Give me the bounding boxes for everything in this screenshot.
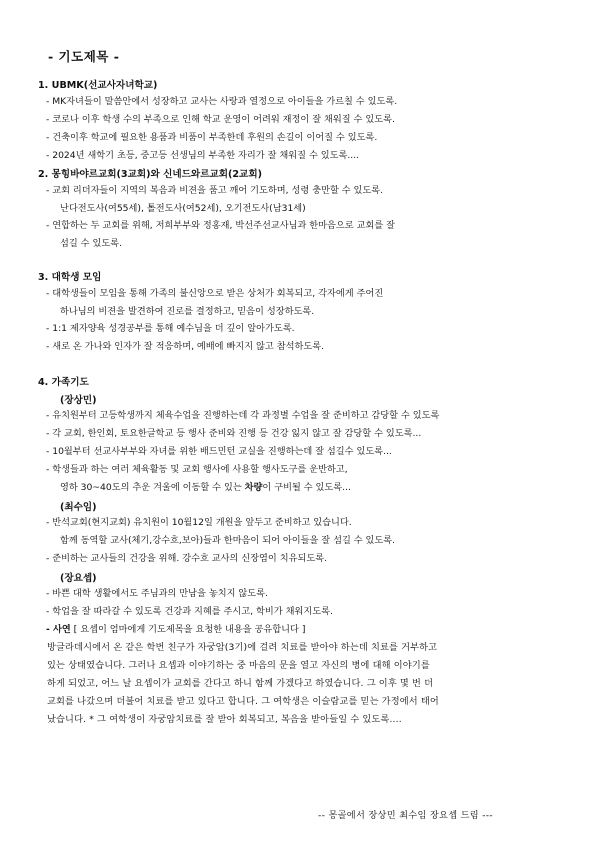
story-label: - 사연 (46, 624, 71, 635)
prayer-item: - 유치원부터 고등학생까지 체육수업을 진행하는데 각 과정별 수업을 잘 준비하고 감당할 수 있도록 (46, 410, 440, 421)
text-span: 이 구비될 수 있도록... (262, 482, 351, 493)
prayer-item: - MK자녀들이 말씀안에서 성장하고 교사는 사랑과 열정으로 아이들을 가르칠 수 있도록. (46, 96, 398, 107)
person-name: (장요셉) (60, 573, 97, 584)
story-heading (46, 624, 305, 636)
emphasis-text: 차량 (244, 482, 263, 493)
story-line: 하게 되었고, 어느 날 요셉이가 교회를 간다고 하니 함께 가겠다고 하였습니다. 그 이후 몇 번 더 (47, 678, 434, 689)
prayer-item: - 새로 온 가나와 인자가 잘 적응하며, 예배에 빠지지 않고 참석하도록. (46, 341, 324, 352)
prayer-item: - 바쁜 대학 생활에서도 주님과의 만남을 놓치지 않도록. (46, 588, 268, 599)
prayer-item: - 10월부터 선교사부부와 자녀를 위한 배드민턴 교실을 진행하는데 잘 섬길수 있도록... (46, 446, 392, 457)
prayer-item: - 연합하는 두 교회를 위해, 저희부부와 정홍재, 박선주선교사님과 한마음으로 교회를 잘 (46, 220, 395, 231)
prayer-item: - 대학생들이 모임을 통해 가족의 불신앙으로 받은 상처가 회복되고, 각자에게 주어진 (46, 288, 384, 299)
prayer-item: - 코로나 이후 학생 수의 부족으로 인해 학교 운영이 어려워 재정이 잘 채워질 수 있도록. (46, 114, 395, 125)
text-span: 영하 30~40도의 추운 겨울에 이동할 수 있는 (60, 482, 245, 493)
prayer-item-continued (60, 482, 351, 494)
story-intro: [ 요셉이 엄마에게 기도제목을 요청한 내용을 공유합니다 ] (70, 624, 306, 635)
signature-footer: -- 몽골에서 장상민 최수임 장요셉 드림 --- (318, 810, 494, 821)
prayer-item-continued: 섬길 수 있도록. (60, 238, 123, 249)
prayer-item: - 학업을 잘 따라갈 수 있도록 건강과 지혜를 주시고, 학비가 채워지도록. (46, 606, 333, 617)
prayer-item-continued: 하나님의 비젼을 발견하여 진로를 결정하고, 믿음이 성장하도록. (60, 306, 315, 317)
story-line: 났습니다. * 그 여학생이 자궁암치료를 잘 받아 회복되고, 복음을 받아들일 수 있도록.... (47, 714, 402, 725)
person-name: (최수임) (60, 502, 97, 513)
prayer-item: - 준비하는 교사들의 건강을 위해. 강수흐 교사의 신장염이 치유되도록. (46, 553, 328, 564)
prayer-item: - 2024년 새학기 초등, 중고등 선생님의 부족한 자리가 잘 채워질 수 있도록.... (46, 150, 360, 161)
story-line: 교회를 나갔으며 더불어 치료를 받고 있다고 합니다. 그 여학생은 이슬람교를 믿는 가정에서 태어 (47, 696, 439, 707)
prayer-item-continued: 함께 동역할 교사(체기,강수흐,보아)들과 한마음이 되어 아이들을 잘 섬길 수 있도록. (60, 535, 396, 546)
section-heading-ubmk: 1. UBMK(선교사자녀학교) (38, 80, 158, 91)
page-title: - 기도제목 - (48, 49, 120, 64)
prayer-item: - 각 교회, 한인회, 토요한글학교 등 행사 준비와 진행 등 건강 잃지 않고 잘 감당할 수 있도록... (46, 428, 422, 439)
person-name: (장상민) (60, 395, 97, 406)
prayer-item: - 교회 리더자들이 지역의 복음과 비젼을 품고 깨어 기도하며, 성령 충만할 수 있도록. (46, 185, 384, 196)
prayer-item: - 1:1 제자양육 성경공부를 통해 예수님을 더 깊이 알아가도록. (46, 323, 295, 334)
story-line: 있는 상태였습니다. 그러나 요셉과 이야기하는 중 마음의 문을 열고 자신의 병에 대해 이야기를 (47, 660, 430, 671)
prayer-item-continued: 난다전도사(여55세), 톨전도사(여52세), 오기전도사(남31세) (60, 203, 306, 214)
section-heading-university: 3. 대학생 모임 (38, 272, 102, 283)
prayer-item: - 건축이후 학교에 필요한 용품과 비품이 부족한데 후원의 손길이 이어질 수 있도록. (46, 132, 378, 143)
section-heading-family: 4. 가족기도 (38, 377, 89, 388)
section-heading-churches: 2. 몽힝바야르교회(3교회)와 신네드와르교회(2교회) (38, 169, 262, 180)
prayer-item: - 학생들과 하는 여러 체육활동 및 교회 행사에 사용할 행사도구를 운반하고, (46, 464, 348, 475)
story-line: 방글라데시에서 온 같은 학번 친구가 자궁암(3기)에 걸려 치료를 받아야 하는데 치료를 거부하고 (47, 642, 438, 653)
prayer-item: - 반석교회(현지교회) 유치원이 10월12일 개원을 앞두고 준비하고 있습니다. (46, 517, 352, 528)
